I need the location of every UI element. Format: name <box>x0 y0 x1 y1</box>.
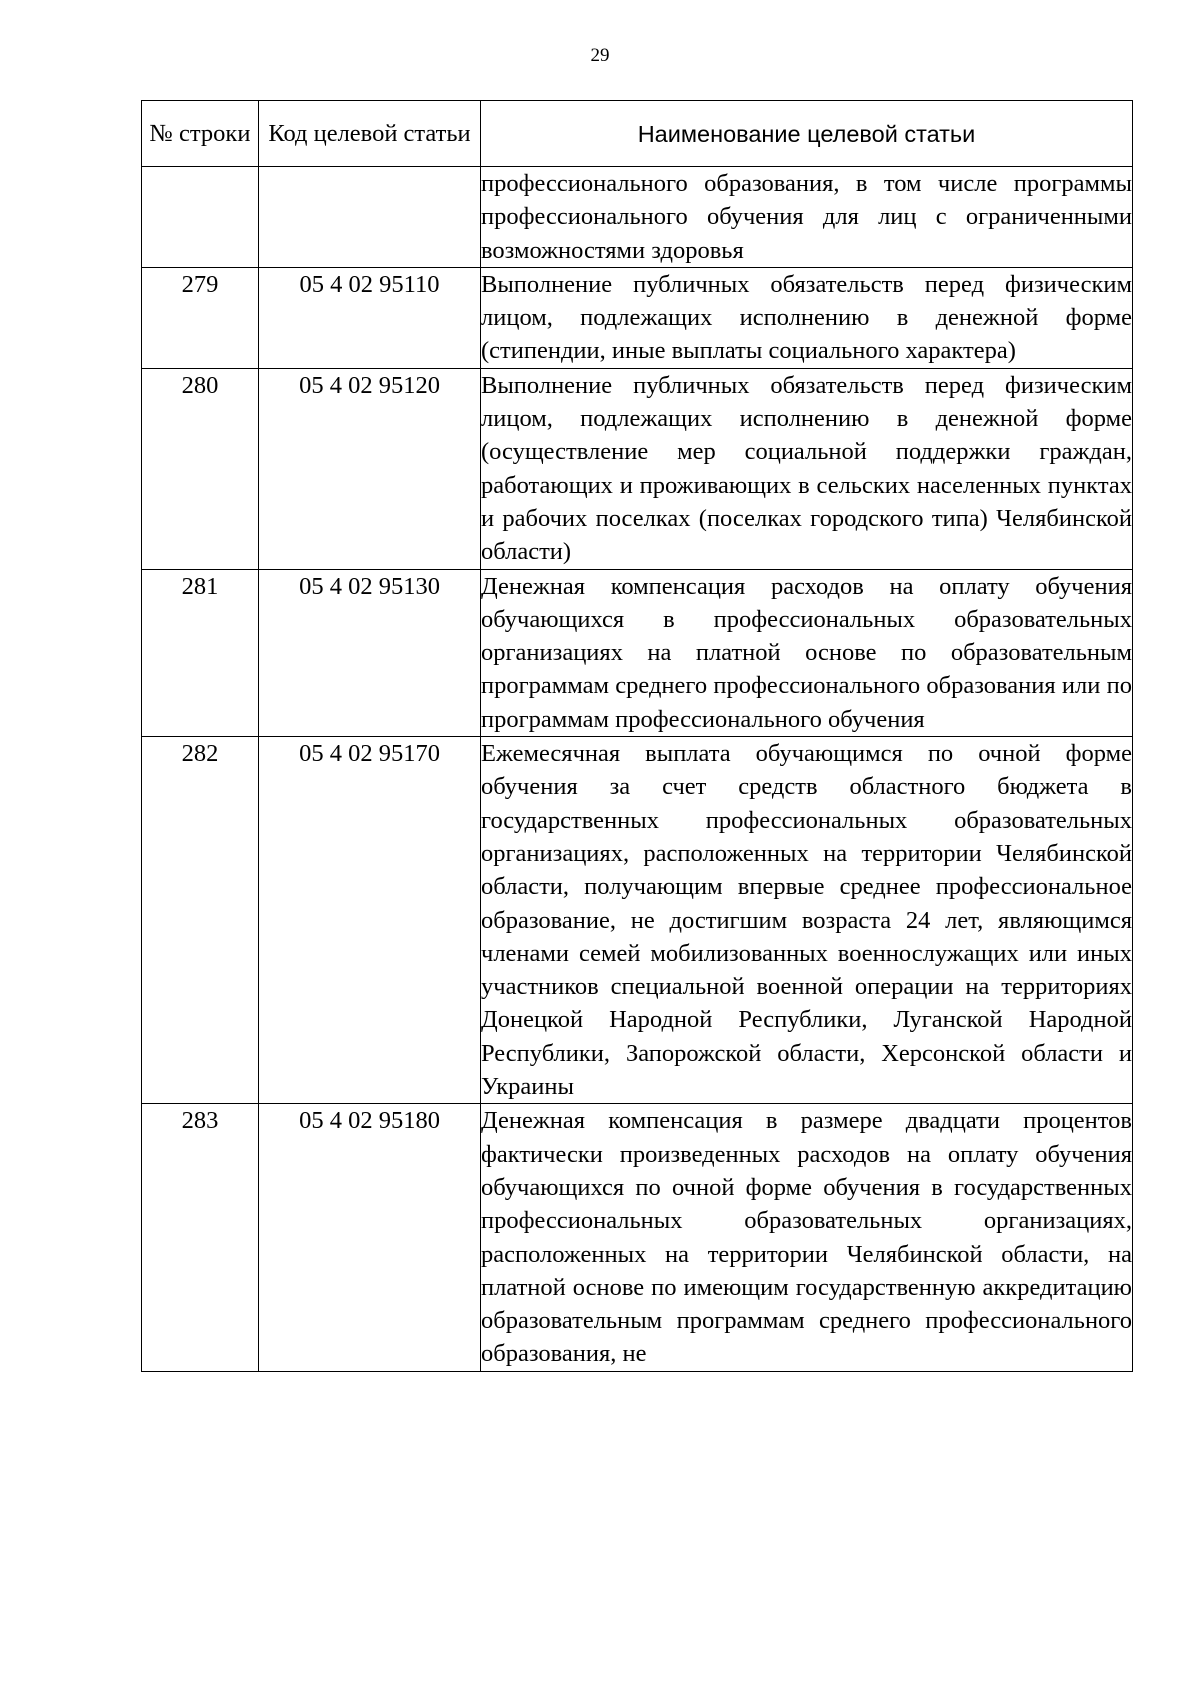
table-row <box>142 737 1133 1104</box>
row-number: 283 <box>142 1104 259 1371</box>
table-row <box>142 368 1133 569</box>
header-article-name: Наименование целевой статьи <box>481 101 1133 167</box>
article-code <box>259 167 481 268</box>
article-code: 05 4 02 95120 <box>259 368 481 569</box>
row-number: 281 <box>142 569 259 736</box>
article-code: 05 4 02 95170 <box>259 737 481 1104</box>
article-name: Ежемесячная выплата обучающимся по очной форме обучения за счет средств областного бюджета в государственных профессиональных образовательных организациях, расположенных на территории Челябинской области, получающим впервые среднее профессиональное образование, не достигшим возраста 24 лет, являющимся членами семей мобилизованных военнослужащих или иных участников специальной военной операции на территориях Донецкой Народной Республики, Луганской Народной Республики, Запорожской области, Херсонской области и Украины <box>481 737 1133 1104</box>
article-code: 05 4 02 95130 <box>259 569 481 736</box>
article-code: 05 4 02 95110 <box>259 267 481 368</box>
row-number: 282 <box>142 737 259 1104</box>
article-name: Выполнение публичных обязательств перед физическим лицом, подлежащих исполнению в денежной форме (стипендии, иные выплаты социального характера) <box>481 267 1133 368</box>
target-articles-table <box>141 100 1133 1372</box>
article-name: Денежная компенсация расходов на оплату обучения обучающихся в профессиональных образовательных организациях на платной основе по образовательным программам среднего профессионального образования или по программам профессионального обучения <box>481 569 1133 736</box>
table-row <box>142 569 1133 736</box>
table-row <box>142 167 1133 268</box>
header-row-number: № строки <box>142 101 259 167</box>
page-number: 29 <box>590 45 610 66</box>
table-row <box>142 1104 1133 1371</box>
article-code: 05 4 02 95180 <box>259 1104 481 1371</box>
header-article-code: Код целевой статьи <box>259 101 481 167</box>
article-name: Денежная компенсация в размере двадцати процентов фактически произведенных расходов на оплату обучения обучающихся по очной форме обучения в государственных профессиональных образовательных организациях, расположенных на территории Челябинской области, на платной основе по имеющим государственную аккредитацию образовательным программам среднего профессионального образования, не <box>481 1104 1133 1371</box>
row-number: 279 <box>142 267 259 368</box>
article-name: Выполнение публичных обязательств перед физическим лицом, подлежащих исполнению в денежной форме (осуществление мер социальной поддержки граждан, работающих и проживающих в сельских населенных пунктах и рабочих поселках (поселках городского типа) Челябинской области) <box>481 368 1133 569</box>
row-number: 280 <box>142 368 259 569</box>
article-name: профессионального образования, в том числе программы профессионального обучения для лиц с ограниченными возможностями здоровья <box>481 167 1133 268</box>
row-number <box>142 167 259 268</box>
table-header-row <box>142 101 1133 167</box>
table-row <box>142 267 1133 368</box>
